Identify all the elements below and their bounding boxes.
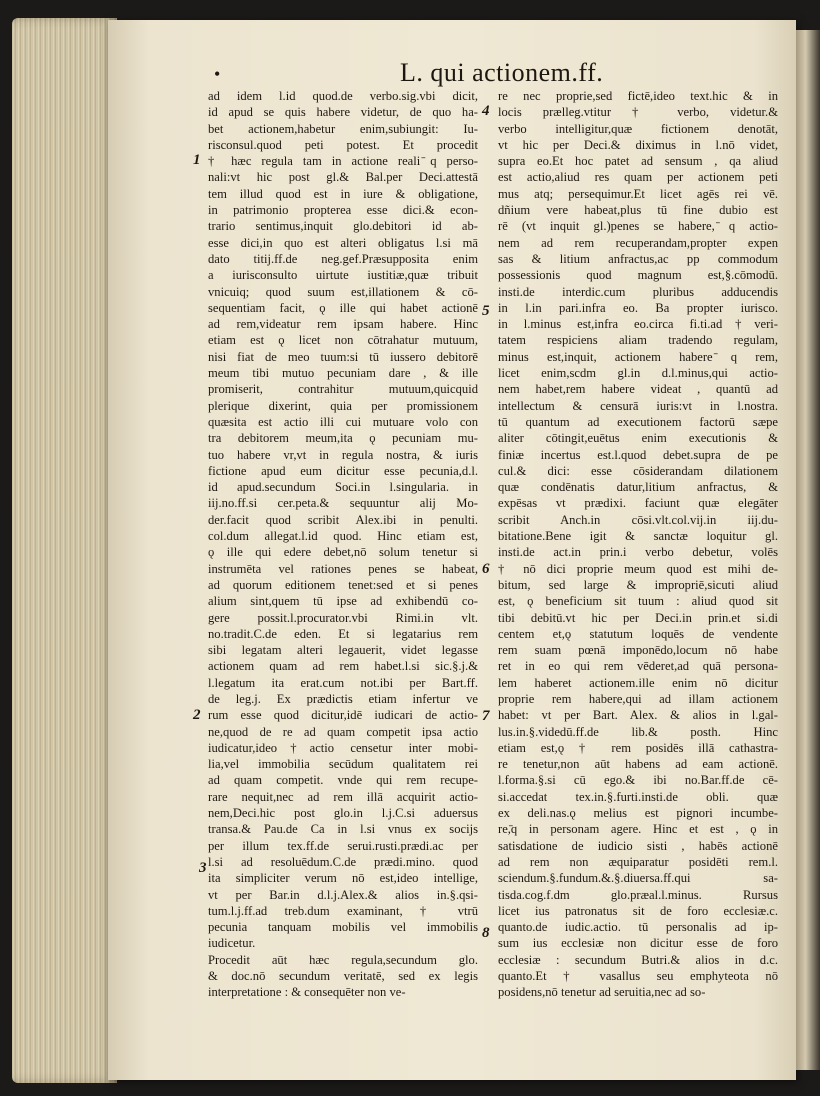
text-line: tum.l.j.ff.ad treb.dum examinant, † vtrū bbox=[208, 903, 478, 918]
text-line: † nō dici proprie meum quod est mihi de- bbox=[498, 561, 778, 576]
text-line: licet ius patronatus sit de foro ecclesiæ.c. bbox=[498, 903, 778, 918]
text-line: bitatione.Bene igit & sanctæ loquitur gl. bbox=[498, 529, 778, 544]
text-line: re tenetur,non aūt habens ad eam actionē. bbox=[498, 757, 778, 772]
text-line: ne,quod de re ad quam competit ipsa actio bbox=[208, 724, 478, 739]
text-line: tū quantum ad executionem factorū sæpe bbox=[498, 414, 778, 429]
text-line: tibi debitū.vt hic per Deci.in prin.et si.di bbox=[498, 610, 778, 625]
text-line: no.tradit.C.de eden. Et si legatarius rem bbox=[208, 626, 478, 641]
text-line: verbo intelligitur,quæ fictionem denotāt, bbox=[498, 121, 778, 136]
text-line: ecclesiæ : secundum Butri.& alios in d.c. bbox=[498, 952, 778, 967]
text-line: in patrimonio propterea esse dici.& econ- bbox=[208, 203, 478, 218]
margin-number: 1 bbox=[193, 152, 201, 168]
text-line: tatem respiciens aliam tradendo regulam, bbox=[498, 333, 778, 348]
text-line: dato titij.ff.de neg.gef.Præsupposita enim bbox=[208, 251, 478, 266]
text-line: centem et,ǫ statutum loquēs de vendente bbox=[498, 626, 778, 641]
text-line: l.legatum ita erat.cum not.ibi per Bart.ff. bbox=[208, 675, 478, 690]
text-line: promiserit, contrahitur mutuum,quicquid bbox=[208, 382, 478, 397]
text-line: etiam est ǫ licet non cōtrahatur mutuum, bbox=[208, 333, 478, 348]
text-line: locis prælleg.vtitur † verbo, videtur.& bbox=[498, 105, 778, 120]
text-line: ret in eo qui rem vēderet,ad quā persona- bbox=[498, 659, 778, 674]
text-line: sibi legatam alteri legauerit, videt legasse bbox=[208, 643, 478, 658]
text-line: l.si ad resoluēdum.C.de prædi.mino. quod bbox=[208, 854, 478, 869]
text-line: rum esse quod dicitur,idē iudicari de actio- bbox=[208, 708, 478, 723]
text-line: ad quorum editionem tenet:sed et si penes bbox=[208, 577, 478, 592]
text-line: alium sint,quem tū ipse ad exhibendū co- bbox=[208, 594, 478, 609]
text-line: iudicatur,ideo†actio censetur inter mobi- bbox=[208, 740, 478, 755]
text-line: ad rem non æquiparatur posidēti rem.l. bbox=[498, 854, 778, 869]
margin-number: 2 bbox=[193, 707, 201, 723]
text-line: expēsas vt prædixi. faciunt quæ elegāter bbox=[498, 496, 778, 511]
page-header bbox=[210, 58, 770, 92]
left-text-column bbox=[208, 88, 478, 1001]
text-line: tisda.cog.f.dm glo.præal.l.minus. Rursus bbox=[498, 887, 778, 902]
margin-number: 4 bbox=[482, 103, 490, 119]
text-line: gere possit.l.procurator.vbi Rimi.in vlt. bbox=[208, 610, 478, 625]
text-line: possessionis quod magnum est,§.cōmodū. bbox=[498, 268, 778, 283]
text-line: col.dum allegat.l.id quod. Hinc etiam est, bbox=[208, 529, 478, 544]
text-line: quanto.Et † vasallus seu emphyteota nō bbox=[498, 969, 778, 984]
text-line: dñium vere habeat,plus tū fine dubio est bbox=[498, 203, 778, 218]
text-line: intellectum & censurā iuris:vt in l.nostra. bbox=[498, 398, 778, 413]
text-line: meum tibi mutuo pecuniam dare , & ille bbox=[208, 366, 478, 381]
text-line: actionem quam ad rem habet.l.si sic.§.j.& bbox=[208, 659, 478, 674]
text-line: iudicetur. bbox=[208, 936, 256, 951]
text-line: est actio,aliud res quam per actionem peti bbox=[498, 170, 778, 185]
text-line: l.forma.§.si cū ego.& ibi no.Bar.ff.de cē- bbox=[498, 773, 778, 788]
book-page-edges bbox=[12, 18, 117, 1083]
text-line: rare nequit,nec ad rem illā acquirit actio- bbox=[208, 789, 478, 804]
text-line: ad rem,videatur rem ipsam habere. Hinc bbox=[208, 317, 478, 332]
text-line: trario sentimus,inquit glo.debitori id ab- bbox=[208, 219, 478, 234]
text-line: lia,vel immobilia secūdum qualitatem rei bbox=[208, 757, 478, 772]
text-line: rem suam pœnā imponēdo,locum nō habe bbox=[498, 643, 778, 658]
text-line: habet: vt per Bart. Alex. & alios in l.gal- bbox=[498, 708, 778, 723]
text-line: re nec proprie,sed fictē,ideo text.hic & in bbox=[498, 89, 778, 103]
folio-mark: • bbox=[214, 64, 221, 84]
text-line: insti.de act.in prin.i verbo debetur, volēs bbox=[498, 545, 778, 560]
text-line: vt per Bar.in d.l.j.Alex.& alios in.§.qsi- bbox=[208, 887, 478, 902]
text-line: insti.de interdic.cum pluribus adducendis bbox=[498, 284, 778, 299]
text-line: instrumēta vel rationes penes se habeat, bbox=[208, 561, 478, 576]
text-line: rē (vt inquit gl.)penes se habere, ̄q actio- bbox=[498, 219, 778, 234]
text-line: in l.minus est,infra eo.circa fi.ti.ad†veri- bbox=[498, 317, 778, 332]
text-line: & doc.nō secundum veritatē, sed ex legis bbox=[208, 969, 478, 984]
text-line: transa.& Pau.de Ca in l.si vnus ex socijs bbox=[208, 822, 478, 837]
text-line: re,̄q in personam agere. Hinc et est , ǫ in bbox=[498, 822, 778, 837]
margin-number: 6 bbox=[482, 561, 490, 577]
text-line: ita simpliciter verum nō est,ideo intellige, bbox=[208, 871, 478, 886]
text-line: plerique dixerint, quia per promissionem bbox=[208, 398, 478, 413]
text-line: ǫ ille qui edere debet,nō solum tenetur si bbox=[208, 545, 478, 560]
margin-number: 3 bbox=[199, 860, 207, 876]
text-line: ad idem l.id quod.de verbo.sig.vbi dicit, bbox=[208, 89, 478, 103]
text-line: sequentiam facit, ǫ ille qui habet actionē bbox=[208, 300, 478, 315]
text-line: mus atq; persequimur.Et licet agēs rei vē. bbox=[498, 186, 778, 201]
text-line: si.accedat tex.in.§.furti.insti.de obli. quæ bbox=[498, 789, 778, 804]
margin-number: 8 bbox=[482, 925, 490, 941]
text-line: iij.no.ff.si cer.peta.& sequuntur alij Mo- bbox=[208, 496, 478, 511]
text-line: nem,Deci.hic post glo.in l.j.C.si aduersus bbox=[208, 806, 478, 821]
text-line: scribit Anch.in cōsi.vlt.col.vij.in iij.du- bbox=[498, 512, 778, 527]
text-line: lus.in.§.videdū.ff.de lib.& posth. Hinc bbox=[498, 724, 778, 739]
text-line: satisdatione de iudicio sisti , habēs actionē bbox=[498, 838, 778, 853]
text-line: supra eo.Et hoc patet ad sensum , qa aliud bbox=[498, 154, 778, 169]
text-line: est, ǫ beneficium sit tuum : aliud quod sit bbox=[498, 594, 778, 609]
text-line: tra debitorem meum,ita ǫ pecuniam mu- bbox=[208, 431, 478, 446]
text-line: per illum tex.ff.de serui.rusti.prædi.ac per bbox=[208, 838, 478, 853]
text-line: posidens,nō tenetur ad seruitia,nec ad so- bbox=[498, 985, 706, 1000]
text-line: id apud se quis habere videtur, de quo ha- bbox=[208, 105, 478, 120]
text-line: bitum, sed large & impropriē,sicuti aliud bbox=[498, 577, 778, 592]
text-line: Procedit aūt hæc regula,secundum glo. bbox=[208, 952, 478, 967]
text-line: interpretatione : & consequēter non ve- bbox=[208, 985, 406, 1000]
text-line: nisi fiat de meo tuum:si tū iussero debitorē bbox=[208, 349, 478, 364]
facing-page-edge bbox=[796, 30, 820, 1070]
text-line: licet enim,scdm gl.in d.l.minus,qui actio- bbox=[498, 366, 778, 381]
text-line: fictione apud eum dicitur esse pecunia,d.l. bbox=[208, 463, 478, 478]
text-line: risconsul.quod peti potest. Et procedit bbox=[208, 137, 478, 152]
text-line: vt hic per Deci.& diximus in l.nō videt, bbox=[498, 137, 778, 152]
text-line: lem haberet actionem.ille enim nō dicitur bbox=[498, 675, 778, 690]
text-line: quæsita est actio illi cui mutuare volo con bbox=[208, 414, 478, 429]
text-line: vnicuiq; quod suum est,illationem & cō- bbox=[208, 284, 478, 299]
text-line: id apud.secundum Soci.in l.singularia. in bbox=[208, 480, 478, 495]
text-line: a iurisconsulto uirtute iustitiæ,quæ tribuit bbox=[208, 268, 478, 283]
text-line: de leg.j. Ex prædictis etiam infertur ve bbox=[208, 691, 478, 706]
text-line: pecunia tanquam mobilis vel immobilis bbox=[208, 920, 478, 935]
margin-number: 5 bbox=[482, 303, 490, 319]
running-head: L. qui actionem.ff. bbox=[400, 58, 604, 87]
text-line: sciendum.§.fundum.&.§.diuersa.ff.qui sa- bbox=[498, 871, 778, 886]
text-line: der.facit quod scribit Alex.ibi in penulti. bbox=[208, 512, 478, 527]
text-line: minus est,inquit, actionem habere ̄q rem, bbox=[498, 349, 778, 364]
text-line: † hæc regula tam in actione reali ̄q perso- bbox=[208, 154, 478, 169]
text-line: tem illud quod est in iure & obligatione, bbox=[208, 186, 478, 201]
text-line: quæ condēnatis datur,litium anfractus, & bbox=[498, 480, 778, 495]
right-text-column bbox=[498, 88, 778, 1001]
text-line: tuo habere vr,vt in regula nostra, & iuris bbox=[208, 447, 478, 462]
text-line: ad quam competit. vnde qui rem recupe- bbox=[208, 773, 478, 788]
text-line: aliter cōtingit,euētus enim executionis & bbox=[498, 431, 778, 446]
text-line: nali:vt hic post gl.& Bal.per Deci.attestā bbox=[208, 170, 478, 185]
margin-number: 7 bbox=[482, 708, 490, 724]
text-line: in l.in pari.infra eo. Ba propter iurisco. bbox=[498, 300, 778, 315]
text-line: ex deli.nas.ǫ melius est pignori incumbe- bbox=[498, 806, 778, 821]
text-line: bet actionem,habetur enim,subiungit: Iu- bbox=[208, 121, 478, 136]
text-line: cul.& dici: esse cōsiderandam dilationem bbox=[498, 463, 778, 478]
text-line: sum ius ecclesiæ non dicitur esse de foro bbox=[498, 936, 778, 951]
text-line: proprie rem habere,qui ad illam actionem bbox=[498, 691, 778, 706]
text-line: etiam est,ǫ † rem posidēs illā cathastra- bbox=[498, 740, 778, 755]
text-line: sas & litium anfractus,ac pp commodum bbox=[498, 251, 778, 266]
text-line: finiæ incertus est.l.quod debet.supra de pe bbox=[498, 447, 778, 462]
text-line: nem ad rem recuperandam,propter expen bbox=[498, 235, 778, 250]
text-line: quanto.de iudic.actio. tū personalis ad ip- bbox=[498, 920, 778, 935]
text-line: nem habet,rem habere videat , quantū ad bbox=[498, 382, 778, 397]
text-line: esse dici,in quo est alteri obligatus l.si mā bbox=[208, 235, 478, 250]
